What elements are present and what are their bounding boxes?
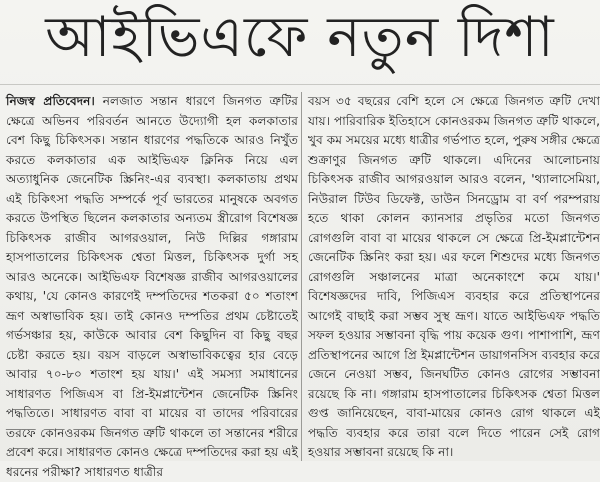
column-divider bbox=[301, 92, 302, 461]
article-column-left bbox=[6, 92, 298, 479]
column-right-text: বয়স ৩৫ বছরের বেশি হলে সে ক্ষেত্রে জিনগত ত্রুটি দেখা যায়। পারিবারিক ইতিহাসে কোনওরকম জিনগত ত্রুটি থাকলে, খুব কম সময়ের মধ্যে ধাত্রীর গর্ভপাত হলে, পুরুষ সঙ্গীর ক্ষেত্রে শুক্রাণুর জিনগত ত্রুটি থাকলে। এদিনের আলোচনায় চিকিৎসক রাজীব আগরওয়াল আরও বলেন, 'থ্যালাসেমিয়া, নিউরাল টিউব ডিফেক্ট, ডাউন সিনড্রোম বা বর্ণ পরম্পরায় হতে থাকা কোলন ক্যানসার প্রভৃতির মতো জিনগত রোগগুলি বাবা বা মায়ের থাকলে সে ক্ষেত্রে প্রি-ইমপ্লান্টেশন জেনেটিক স্ক্রিনিং করা হয়। এর ফলে শিশুদের মধ্যে জিনগত রোগগুলি সঞ্চালনের মাত্রা অনেকাংশে কমে যায়।' বিশেষজ্ঞদের দাবি, পিজিএস ব্যবহার করে প্রতিস্থাপনের আগেই বাছাই করা সম্ভব সুস্থ ভ্রূণ। যাতে আইভিএফ পদ্ধতি সফল হওয়ার সম্ভাবনা বৃদ্ধি পায় কয়েক গুণ। পাশাপাশি, ভ্রূণ প্রতিস্থাপনের আগে প্রি ইমপ্লান্টেশন ডায়াগনসিস ব্যবহার করে জেনে নেওয়া সম্ভব, জিনঘটিত কোনও রোগের সম্ভাবনা রয়েছে কি না। গঙ্গারাম হাসপাতালের চিকিৎসক শ্বেতা মিত্তল গুপ্ত জানিয়েছেন, বাবা-মায়ের কোনও রোগ থাকলে এই পদ্ধতি ব্যবহার করে তারা বলে দিতে পারেন সেই রোগ হওয়ার সম্ভাবনা রয়েছে কি না। bbox=[308, 94, 600, 459]
article-column-right bbox=[308, 92, 600, 461]
byline: নিজস্ব প্রতিবেদন। bbox=[6, 94, 95, 108]
column-left-paragraph bbox=[6, 92, 298, 482]
column-left-text: নলজাত সন্তান ধারণে জিনগত ত্রুটির ক্ষেত্রে অভিনব পরিবর্তন আনতে উদ্যোগী হল কলকাতার বেশ কিছু চিকিৎসক। সন্তান ধারণের পদ্ধতিকে আরও নিখুঁত করতে কলকাতার এক আইভিএফ ক্লিনিক নিয়ে এল অত্যাধুনিক জেনেটিক স্ক্রিনিং-এর ব্যবস্থা। কলকাতায় প্রথম এই চিকিৎসা পদ্ধতি সম্পর্কে পূর্ব ভারতের মানুষকে অবগত করতে উপস্থিত ছিলেন কলকাতার অন্যতম স্ত্রীরোগ বিশেষজ্ঞ চিকিৎসক রাজীব আগরওয়াল, নিউ দিল্লির গঙ্গারাম হাসপাতালের চিকিৎসক শ্বেতা মিত্তল, চিকিৎসক দুর্গা সহ আরও অনেকে। আইভিএফ বিশেষজ্ঞ রাজীব আগরওয়ালের কথায়, 'যে কোনও কারণেই দম্পতিদের শতকরা ৫০ শতাংশ ভ্রূণ অস্বাভাবিক হয়। তাই কোনও দম্পতির প্রথম চেষ্টাতেই গর্ভসঞ্চার হয়, কাউকে আবার বেশ কিছুদিন বা কিছু বছর চেষ্টা করতে হয়। বয়স বাড়লে অস্বাভাবিকত্বের হার বেড়ে আবার ৭০-৮০ শতাংশ হয় যায়।' এই সমস্যা সমাধানের সাধারণত পিজিএস বা প্রি-ইমপ্লান্টেশন জেনেটিক স্ক্রিনিং পদ্ধতিতে। সাধারণত বাবা বা মায়ের বা তাদের পরিবারের তরফে কোনওরকম জিনগত ত্রুটি থাকলে তা সন্তানের শরীরে প্রবেশ করে। সাধারণত কোনও ক্ষেত্রে দম্পতিদের করা হয় এই ধরনের পরীক্ষা? সাধারণত ধাত্রীর bbox=[6, 94, 298, 479]
headline-rule bbox=[0, 84, 600, 85]
headline: আইভিএফে নতুন দিশা bbox=[45, 5, 555, 70]
